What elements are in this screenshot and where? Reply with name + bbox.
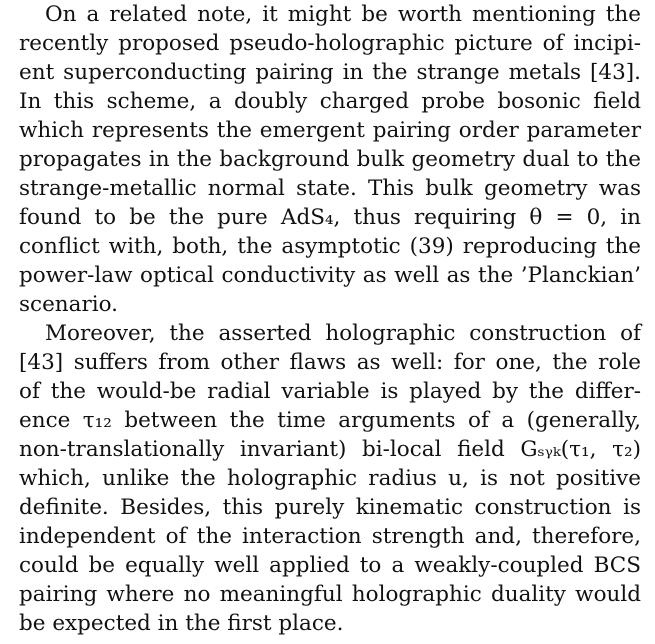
paragraph-1 [19,0,641,319]
text-line: pairing where no meaningful holographic duality would [19,582,641,607]
text-line: strange-metallic normal state. This bulk geometry was [19,176,641,201]
text-line: [43] suffers from other flaws as well: for one, the role [19,350,641,375]
text-line: In this scheme, a doubly charged probe bosonic field [19,89,641,114]
text-line: definite. Besides, this purely kinematic construction is [19,495,641,520]
text-line: non-translationally invariant) bi-local field Gₛᵧₖ(τ₁, τ₂) [19,437,641,462]
text-line: of the would-be radial variable is played by the differ- [19,379,641,404]
text-line: recently proposed pseudo-holographic picture of incipi- [19,31,641,56]
text-line: found to be the pure AdS₄, thus requiring θ = 0, in [19,205,641,230]
text-line: conflict with, both, the asymptotic (39) reproducing the [19,234,641,259]
text-line: On a related note, it might be worth mentioning the [45,2,641,27]
text-line: Moreover, the asserted holographic construction of [45,321,641,346]
text-line: ence τ₁₂ between the time arguments of a (generally, [19,408,641,433]
text-line: propagates in the background bulk geometry dual to the [19,147,641,172]
text-line: which represents the emergent pairing order parameter [19,118,641,143]
text-line: ent superconducting pairing in the strange metals [43]. [19,60,641,85]
text-line: scenario. [19,292,119,317]
paragraph-2 [19,319,641,638]
text-line: power-law optical conductivity as well as the ’Planckian’ [19,263,641,288]
text-line: which, unlike the holographic radius u, is not positive [19,466,641,491]
text-line: independent of the interaction strength and, therefore, [19,524,641,549]
text-line: could be equally well applied to a weakly-coupled BCS [19,553,641,578]
text-line: be expected in the first place. [19,611,344,636]
